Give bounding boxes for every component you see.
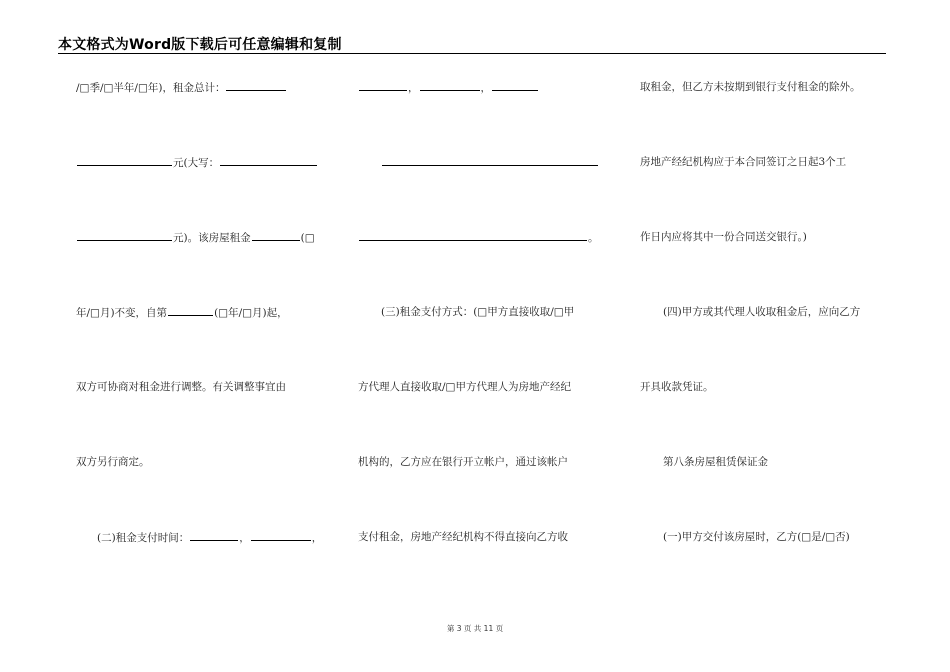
col1-line-7 [97, 530, 322, 545]
col3-line-4: (四)甲方或其代理人收取租金后，应向乙方 [663, 306, 861, 318]
col2-comma-2: ， [480, 82, 491, 94]
col3-line-1: 取租金，但乙方未按期到银行支付租金的除外。 [640, 81, 861, 93]
col2-line-4: (三)租金支付方式：(□甲方直接收取/□甲 [381, 306, 575, 318]
col1-line-6: 双方另行商定。 [76, 456, 150, 468]
col1-line-1 [76, 80, 287, 95]
col1-line-4-tail: (□年/□月)起， [214, 307, 288, 319]
col1-line-2-text: 元(大写： [173, 157, 220, 169]
col1-comma-1: ， [239, 532, 250, 544]
col2-line-1 [358, 80, 539, 95]
blank-rent-capital-cont [77, 230, 172, 241]
col1-line-3-tail: (□ [300, 232, 315, 244]
blank-rent-amount [77, 155, 172, 166]
col2-line-6: 机构的，乙方应在银行开立帐户，通过该帐户 [358, 456, 568, 468]
blank-payment-time-6 [382, 155, 598, 166]
col2-comma-1: ， [408, 82, 419, 94]
col1-line-4-text: 年/□月)不变，自第 [76, 307, 168, 319]
blank-payment-time-1 [190, 530, 238, 541]
blank-payment-time-3 [359, 80, 407, 91]
blank-rent-capital [220, 155, 317, 166]
blank-rent-period [252, 230, 300, 241]
blank-payment-time-2 [251, 530, 311, 541]
col1-line-1-text: /□季/□半年/□年)，租金总计： [76, 82, 226, 94]
header-divider [58, 53, 886, 54]
col3-line-3: 作日内应将其中一份合同送交银行。) [640, 231, 807, 243]
blank-adjust-start [168, 305, 213, 316]
blank-total-rent [226, 80, 286, 91]
document-header-title: 本文格式为Word版下载后可任意编辑和复制 [58, 37, 342, 53]
col1-line-3-text: 元)。该房屋租金 [173, 232, 251, 244]
col3-line-5: 开具收款凭证。 [640, 381, 714, 393]
col1-comma-2: ， [311, 532, 323, 544]
blank-payment-time-7 [359, 230, 587, 241]
col1-line-5: 双方可协商对租金进行调整。有关调整事宜由 [76, 381, 286, 393]
col2-line-2 [381, 155, 599, 170]
col1-line-3 [76, 230, 315, 245]
col2-line-3 [358, 230, 599, 245]
blank-payment-time-5 [492, 80, 538, 91]
col1-line-2 [76, 155, 318, 170]
col2-period: 。 [588, 232, 599, 244]
col3-line-6: 第八条房屋租赁保证金 [663, 456, 768, 468]
col2-line-7: 支付租金，房地产经纪机构不得直接向乙方收 [358, 531, 568, 543]
col1-line-7-text: (二)租金支付时间： [97, 532, 190, 544]
col1-line-4 [76, 305, 288, 320]
blank-payment-time-4 [420, 80, 480, 91]
col3-line-7: (一)甲方交付该房屋时，乙方(□是/□否) [663, 531, 850, 543]
page-number-footer: 第 3 页 共 11 页 [446, 624, 504, 633]
col3-line-2: 房地产经纪机构应于本合同签订之日起3个工 [640, 156, 847, 168]
col2-line-5: 方代理人直接收取/□甲方代理人为房地产经纪 [358, 381, 571, 393]
